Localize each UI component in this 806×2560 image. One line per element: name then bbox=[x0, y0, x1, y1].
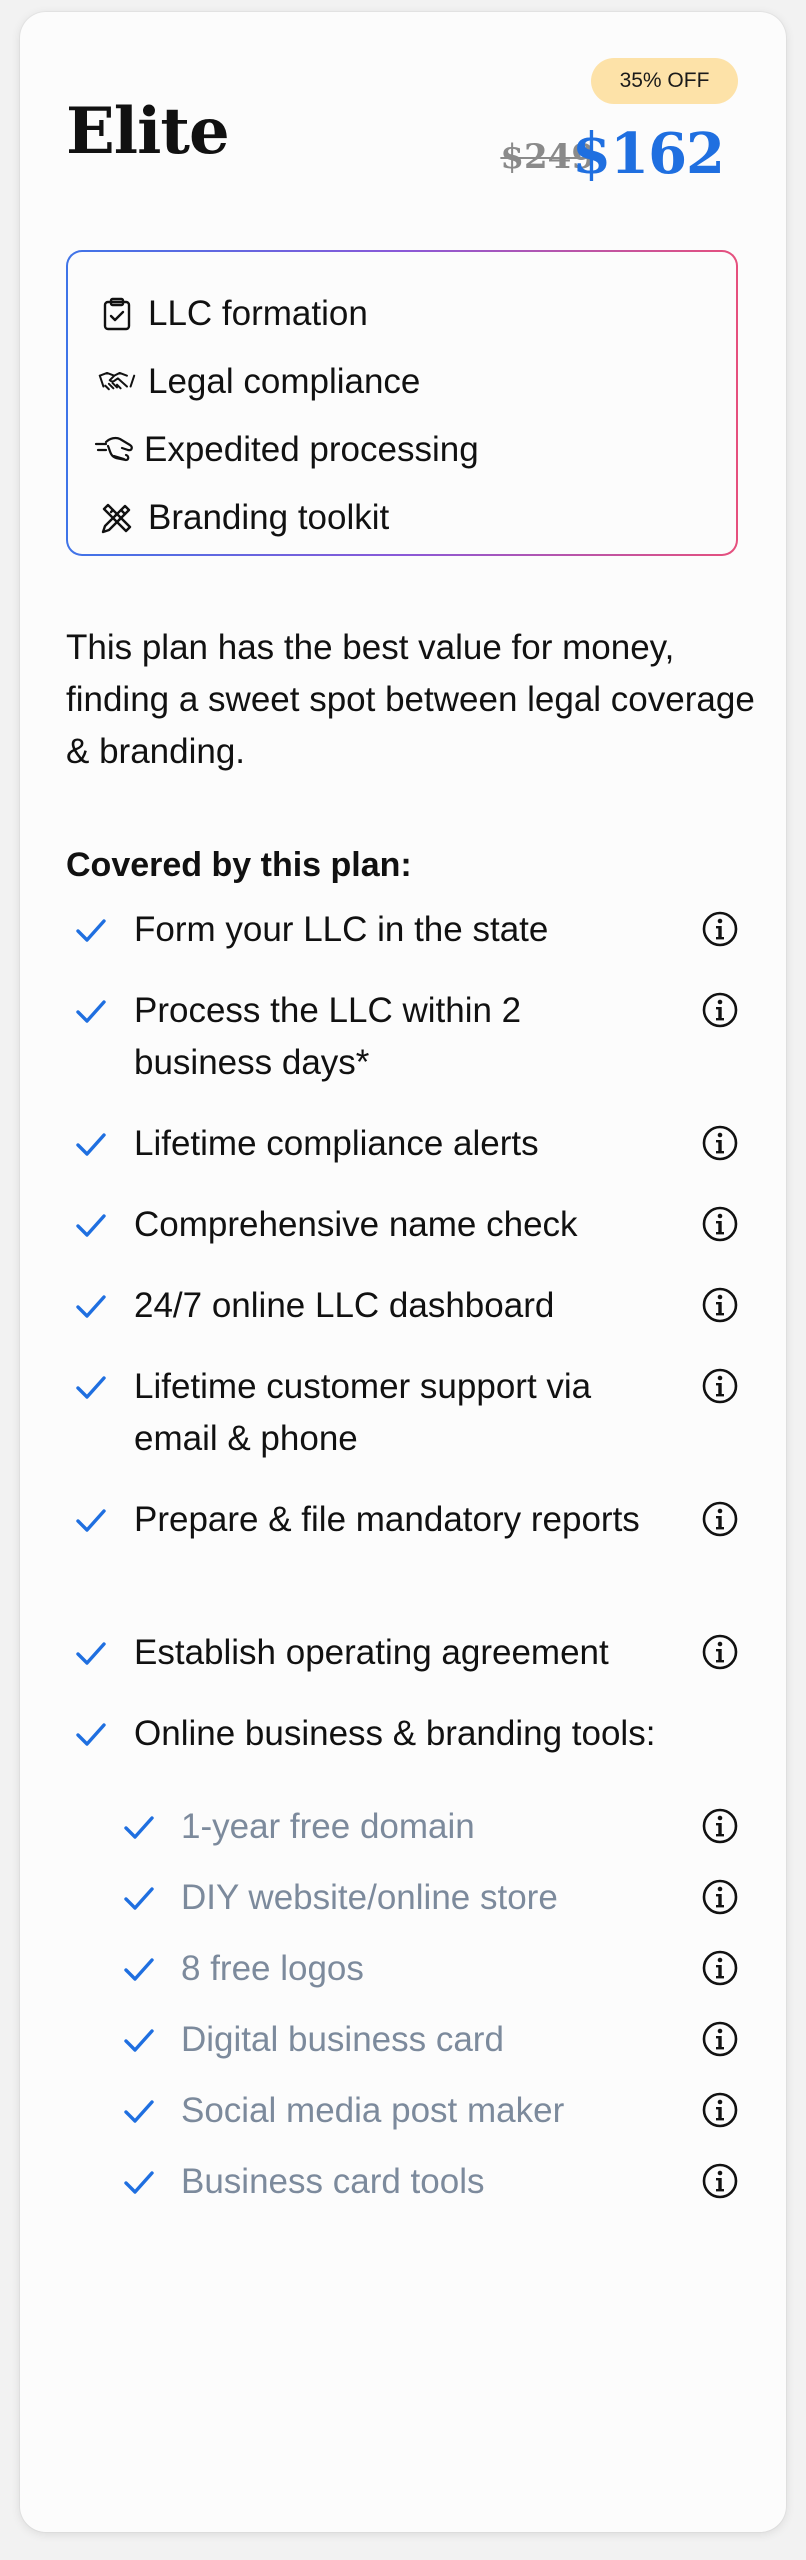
info-icon[interactable] bbox=[701, 1367, 739, 1405]
covered-item-label: Lifetime customer support via email & phone bbox=[134, 1367, 592, 1458]
info-icon[interactable] bbox=[701, 2020, 739, 2058]
plan-title: Elite bbox=[66, 94, 229, 169]
feature-legal-compliance bbox=[98, 362, 420, 402]
sub-item-label: DIY website/online store bbox=[181, 1878, 558, 1917]
pencil-ruler-icon bbox=[98, 499, 136, 537]
feature-branding-toolkit bbox=[98, 498, 389, 538]
old-price: $249 bbox=[500, 137, 595, 177]
info-icon[interactable] bbox=[701, 1124, 739, 1162]
check-icon bbox=[74, 1211, 108, 1241]
check-icon bbox=[74, 1373, 108, 1403]
info-icon[interactable] bbox=[701, 1878, 739, 1916]
sub-item-label: 1-year free domain bbox=[181, 1807, 475, 1846]
info-icon[interactable] bbox=[701, 1807, 739, 1845]
info-icon[interactable] bbox=[701, 2162, 739, 2200]
discount-badge: 35% OFF bbox=[591, 58, 738, 104]
feature-highlights bbox=[66, 250, 738, 556]
sub-item-label: Business card tools bbox=[181, 2162, 485, 2201]
feature-llc-formation bbox=[98, 294, 368, 334]
check-icon bbox=[74, 1720, 108, 1750]
new-price: $162 bbox=[572, 121, 724, 187]
clipboard-check-icon bbox=[98, 295, 136, 333]
fast-hand-icon bbox=[94, 431, 136, 469]
covered-item-label: Form your LLC in the state bbox=[134, 910, 549, 949]
covered-item-label: Process the LLC within 2 business days* bbox=[134, 991, 522, 1082]
check-icon bbox=[122, 1955, 156, 1985]
info-icon[interactable] bbox=[701, 1949, 739, 1987]
check-icon bbox=[74, 997, 108, 1027]
covered-item-label: Online business & branding tools: bbox=[134, 1714, 656, 1753]
check-icon bbox=[122, 1884, 156, 1914]
covered-item-label: Lifetime compliance alerts bbox=[134, 1124, 539, 1163]
covered-item-label: 24/7 online LLC dashboard bbox=[134, 1286, 555, 1325]
handshake-icon bbox=[98, 363, 136, 401]
feature-label: Branding toolkit bbox=[148, 498, 390, 537]
check-icon bbox=[74, 1506, 108, 1536]
plan-card bbox=[20, 12, 786, 2532]
check-icon bbox=[74, 1639, 108, 1669]
info-icon[interactable] bbox=[701, 1633, 739, 1671]
check-icon bbox=[122, 2026, 156, 2056]
check-icon bbox=[122, 1813, 156, 1843]
covered-item-label: Comprehensive name check bbox=[134, 1205, 578, 1244]
sub-item-label: Digital business card bbox=[181, 2020, 504, 2059]
feature-label: LLC formation bbox=[148, 294, 368, 333]
plan-description: This plan has the best value for money, finding a sweet spot between legal coverage & branding. bbox=[66, 628, 755, 771]
check-icon bbox=[122, 2168, 156, 2198]
feature-label: Legal compliance bbox=[148, 362, 421, 401]
covered-item-label: Establish operating agreement bbox=[134, 1633, 609, 1672]
feature-label: Expedited processing bbox=[144, 430, 479, 469]
info-icon[interactable] bbox=[701, 2091, 739, 2129]
covered-item-label: Prepare & file mandatory reports bbox=[134, 1500, 640, 1539]
check-icon bbox=[74, 1292, 108, 1322]
info-icon[interactable] bbox=[701, 1286, 739, 1324]
check-icon bbox=[122, 2097, 156, 2127]
sub-item-label: Social media post maker bbox=[181, 2091, 565, 2130]
sub-item-label: 8 free logos bbox=[181, 1949, 364, 1988]
covered-title: Covered by this plan: bbox=[66, 846, 412, 884]
info-icon[interactable] bbox=[701, 910, 739, 948]
info-icon[interactable] bbox=[701, 991, 739, 1029]
info-icon[interactable] bbox=[701, 1500, 739, 1538]
feature-expedited-processing bbox=[94, 430, 479, 470]
check-icon bbox=[74, 1130, 108, 1160]
check-icon bbox=[74, 916, 108, 946]
info-icon[interactable] bbox=[701, 1205, 739, 1243]
